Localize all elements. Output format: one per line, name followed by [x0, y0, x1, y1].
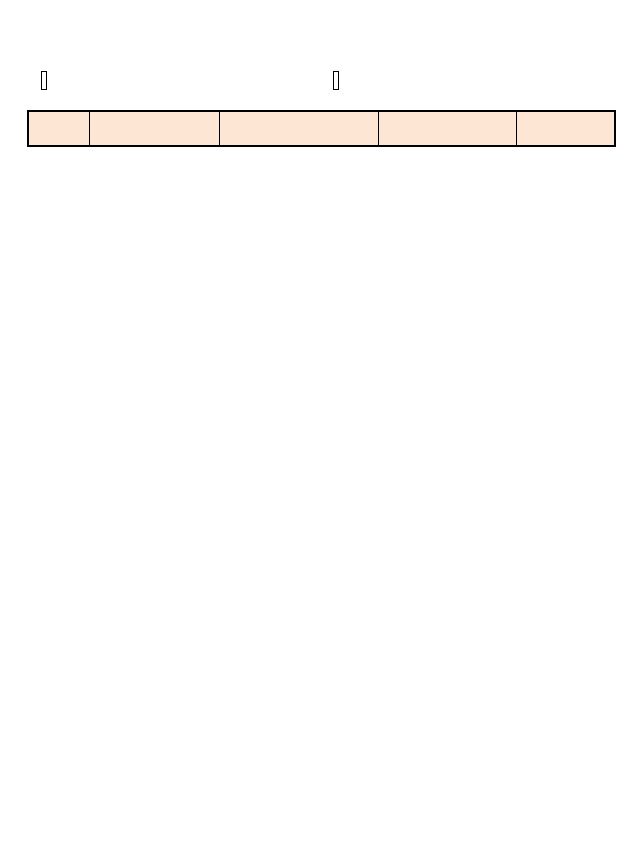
- date-line: [41, 72, 47, 89]
- header-note: [516, 111, 615, 146]
- header-name: [219, 111, 378, 146]
- schedule-table: [27, 110, 616, 147]
- date-label: [41, 71, 47, 90]
- header-row: [28, 111, 615, 146]
- header-time: [28, 111, 89, 146]
- header-category: [378, 111, 516, 146]
- place-label: [333, 71, 339, 90]
- header-school: [89, 111, 219, 146]
- place-line: [333, 72, 339, 89]
